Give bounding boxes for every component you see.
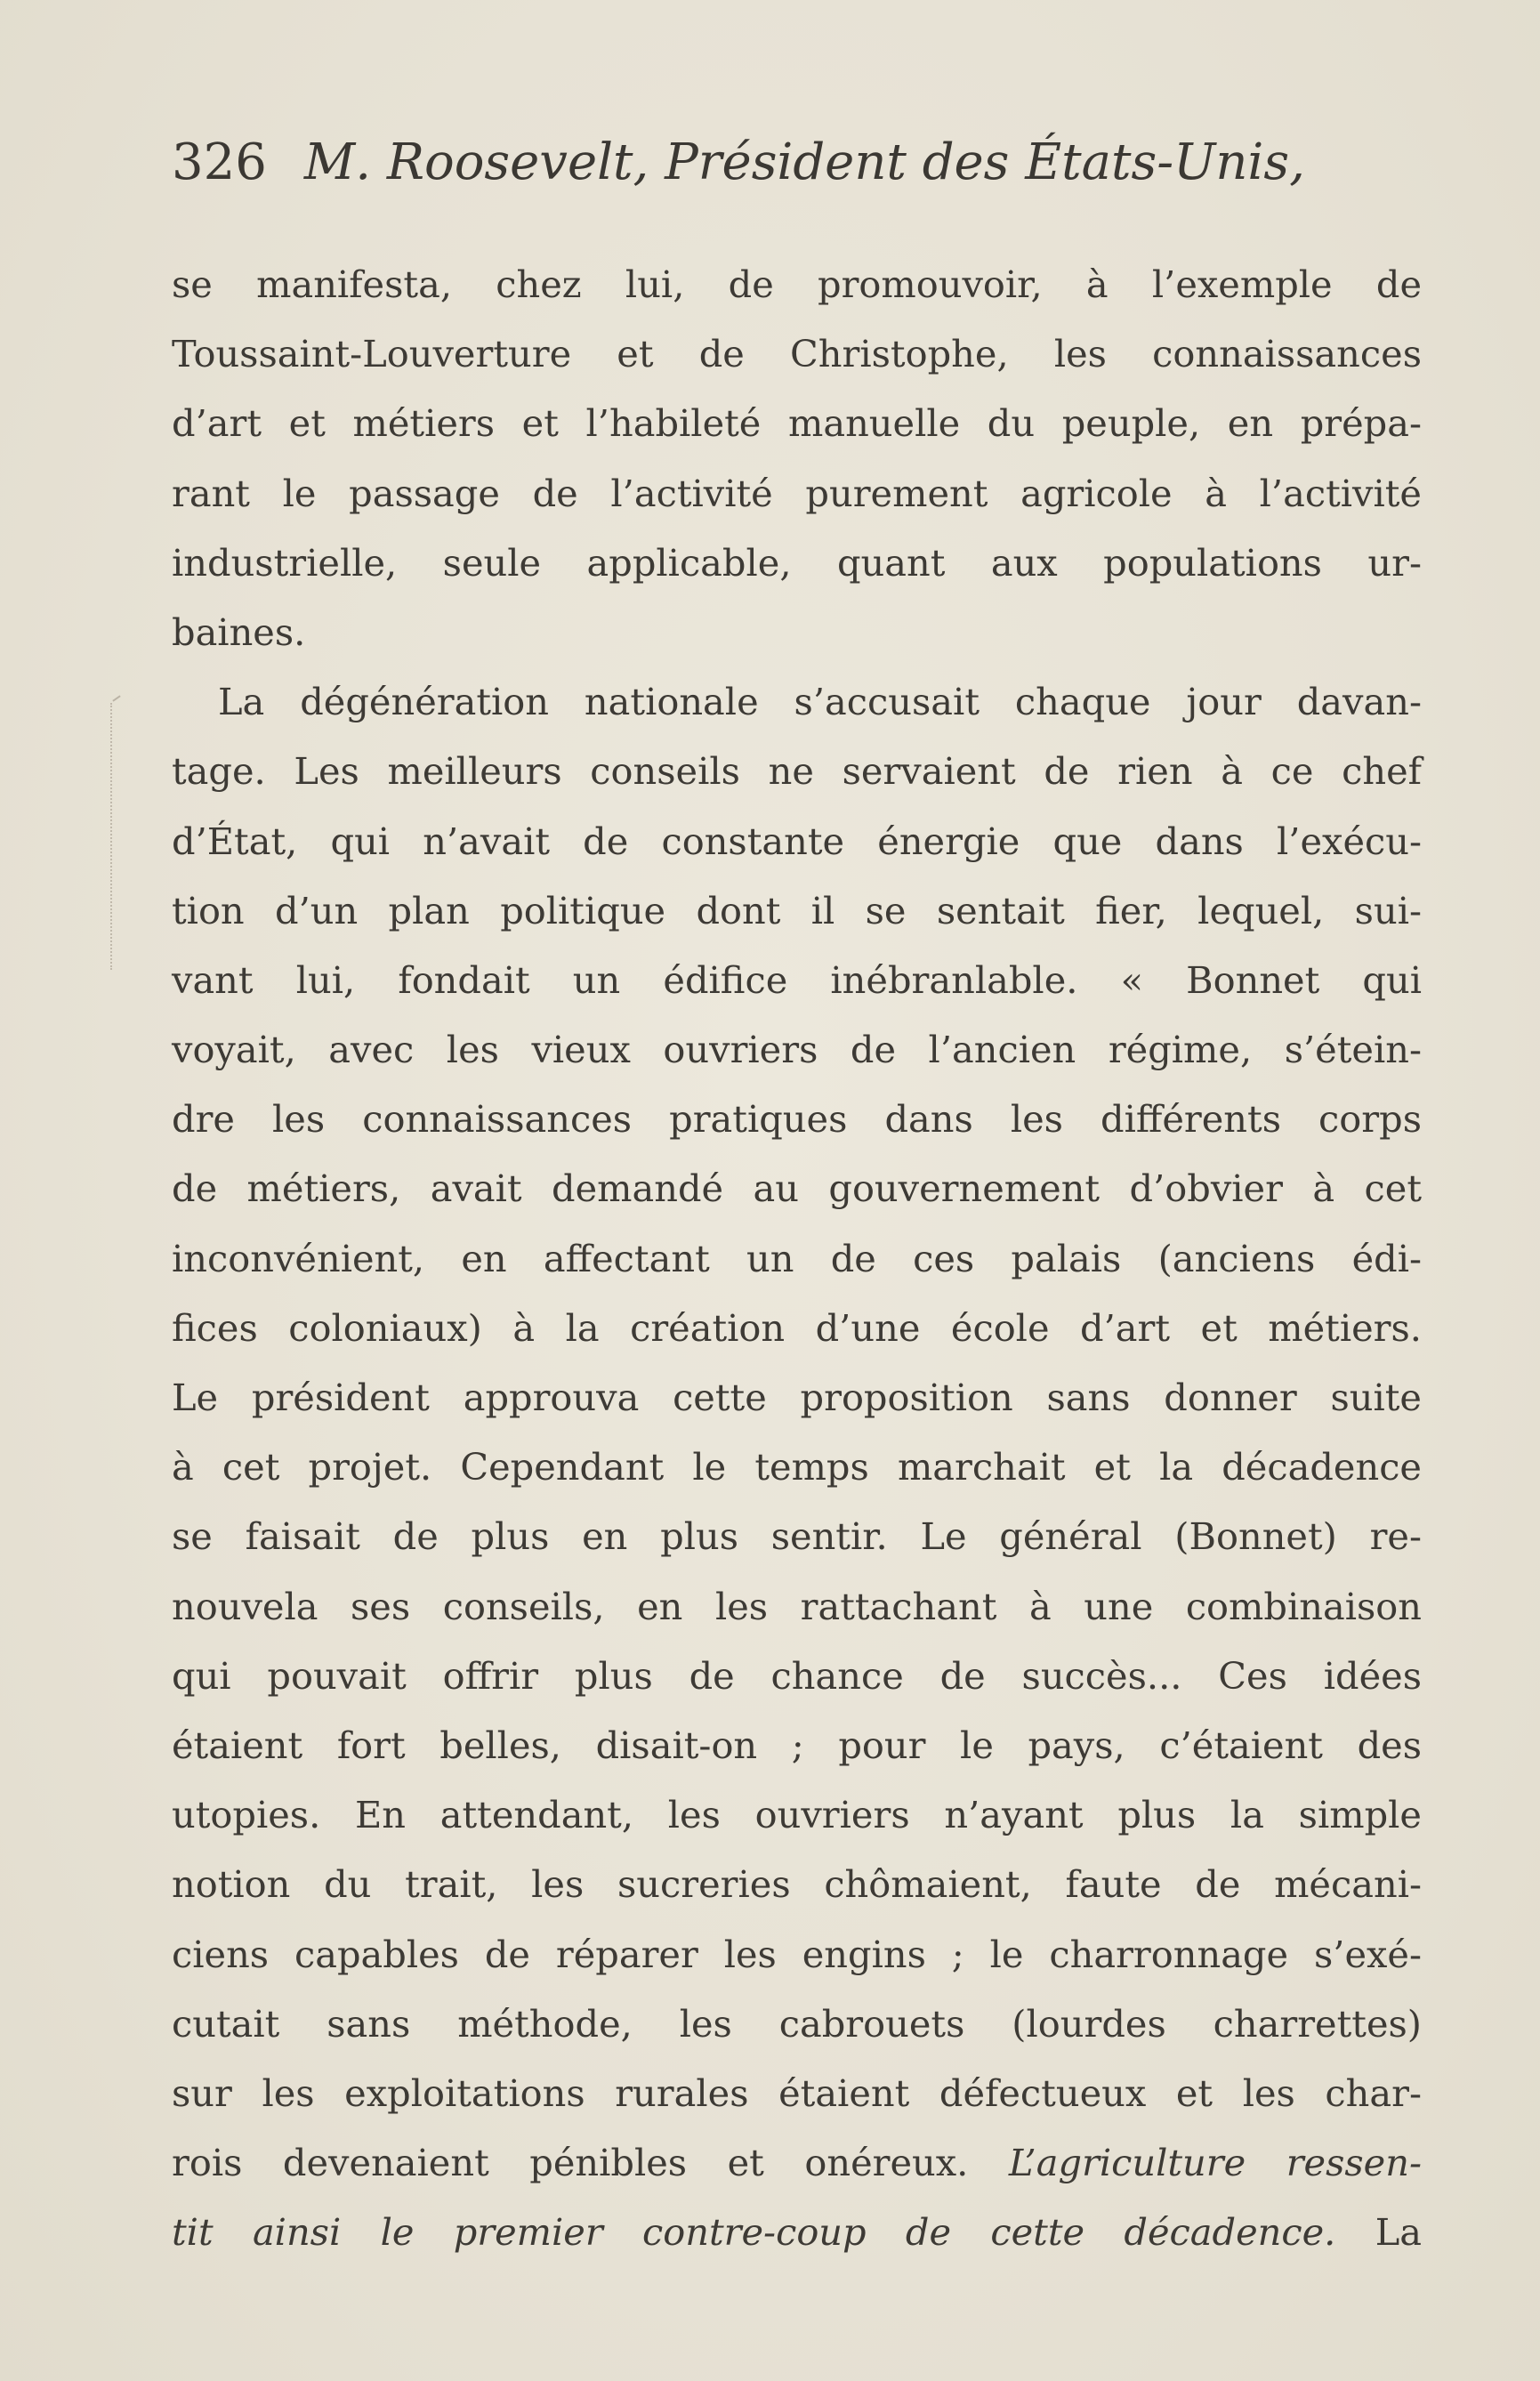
roman-segment: La bbox=[1375, 2210, 1422, 2255]
text-line: sur les exploitations rurales étaient défectueux et les char- bbox=[172, 2070, 1422, 2115]
text-line: voyait, avec les vieux ouvriers de l’ancien régime, s’étein- bbox=[172, 1028, 1422, 1072]
body-text bbox=[172, 250, 1422, 2267]
italic-segment: L’agriculture ressen- bbox=[1008, 2141, 1422, 2185]
text-line: Toussaint-Louverture et de Christophe, les connaissances bbox=[172, 332, 1422, 376]
text-line: cutait sans méthode, les cabrouets (lourdes charrettes) bbox=[172, 2001, 1422, 2046]
margin-pencil-tick bbox=[112, 695, 120, 701]
italic-segment: tit ainsi le premier contre-coup de cette décadence. bbox=[172, 2210, 1336, 2255]
text-line: fices coloniaux) à la création d’une école d’art et métiers. bbox=[172, 1305, 1422, 1350]
page-number: 326 bbox=[172, 133, 267, 191]
text-line: étaient fort belles, disait-on ; pour le pays, c’étaient des bbox=[172, 1723, 1422, 1767]
text-line: se faisait de plus en plus sentir. Le général (Bonnet) re- bbox=[172, 1514, 1422, 1559]
text-line: d’État, qui n’avait de constante énergie que dans l’exécu- bbox=[172, 819, 1422, 863]
text-line: utopies. En attendant, les ouvriers n’ayant plus la simple bbox=[172, 1793, 1422, 1837]
text-line: dre les connaissances pratiques dans les différents corps bbox=[172, 1097, 1422, 1142]
text-line: qui pouvait offrir plus de chance de succès... Ces idées bbox=[172, 1653, 1422, 1698]
text-line: tage. Les meilleurs conseils ne servaient de rien à ce chef bbox=[172, 749, 1422, 794]
running-title: M. Roosevelt, Président des États-Unis, bbox=[303, 133, 1305, 191]
text-line: notion du trait, les sucreries chômaient, faute de mécani- bbox=[172, 1862, 1422, 1907]
text-line: de métiers, avait demandé au gouvernement d’obvier à cet bbox=[172, 1166, 1422, 1211]
text-line: rant le passage de l’activité purement agricole à l’activité bbox=[172, 471, 1422, 515]
margin-pencil-mark bbox=[110, 703, 119, 970]
text-line: d’art et métiers et l’habileté manuelle du peuple, en prépa- bbox=[172, 401, 1422, 446]
text-line: nouvela ses conseils, en les rattachant à une combinaison bbox=[172, 1584, 1422, 1628]
text-line: à cet projet. Cependant le temps marchait et la décadence bbox=[172, 1445, 1422, 1489]
text-line-mixed bbox=[172, 2128, 1422, 2198]
text-line: tion d’un plan politique dont il se sentait fier, lequel, sui- bbox=[172, 888, 1422, 932]
text-line: baines. bbox=[172, 609, 306, 654]
roman-segment: rois devenaient pénibles et onéreux. bbox=[172, 2141, 969, 2185]
text-line: ciens capables de réparer les engins ; le charronnage s’exé- bbox=[172, 1932, 1422, 1976]
text-line: Le président approuva cette proposition sans donner suite bbox=[172, 1376, 1422, 1419]
text-line: industrielle, seule applicable, quant aux populations ur- bbox=[172, 540, 1422, 585]
text-line: inconvénient, en affectant un de ces palais (anciens édi- bbox=[172, 1236, 1422, 1280]
text-line-mixed bbox=[172, 2198, 1422, 2267]
paragraph-start-line: La dégénération nationale s’accusait chaque jour davan- bbox=[218, 680, 1422, 724]
text-line: vant lui, fondait un édifice inébranlable. « Bonnet qui bbox=[172, 957, 1422, 1002]
text-line: se manifesta, chez lui, de promouvoir, à l’exemple de bbox=[172, 262, 1422, 306]
running-header bbox=[172, 133, 1417, 205]
